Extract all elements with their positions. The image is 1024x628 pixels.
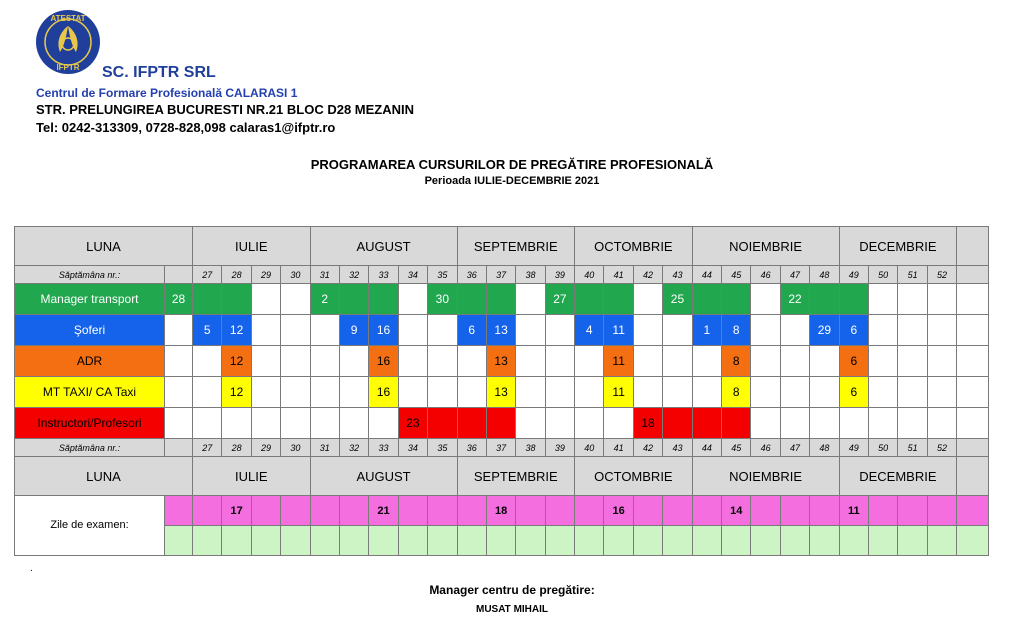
- exam-day-cell: 18: [486, 496, 515, 526]
- course-row-end: [957, 408, 989, 439]
- schedule-table: [14, 226, 989, 556]
- week-number: 30: [281, 439, 310, 457]
- exam-day-cell: [457, 496, 486, 526]
- course-week-cell: [722, 284, 751, 315]
- week-number: 47: [780, 439, 809, 457]
- month-header: AUGUST: [310, 227, 457, 266]
- course-start-marker: [165, 315, 193, 346]
- course-week-cell: 18: [633, 408, 662, 439]
- week-number: 50: [868, 439, 897, 457]
- exam-day-cell-secondary: [604, 526, 633, 556]
- course-week-cell: [604, 408, 633, 439]
- exam-day-cell: 17: [222, 496, 251, 526]
- week-number: 32: [339, 266, 368, 284]
- course-week-cell: [457, 284, 486, 315]
- course-week-cell: [868, 377, 897, 408]
- week-number: 45: [722, 439, 751, 457]
- course-start-marker: [165, 377, 193, 408]
- training-center-name: Centrul de Formare Profesională CALARASI 1: [36, 86, 298, 100]
- course-week-cell: [751, 408, 780, 439]
- exam-day-cell-secondary: [575, 526, 604, 556]
- exam-day-cell-secondary: [339, 526, 368, 556]
- week-number: 38: [516, 266, 545, 284]
- month-header-row: [15, 227, 989, 266]
- exam-day-cell: [780, 496, 809, 526]
- course-week-cell: [575, 377, 604, 408]
- week-number: 33: [369, 439, 398, 457]
- course-week-cell: [927, 346, 956, 377]
- course-week-cell: [604, 284, 633, 315]
- week-number: 42: [633, 439, 662, 457]
- course-week-cell: [428, 377, 457, 408]
- course-row: [15, 377, 989, 408]
- month-header-end: [957, 457, 989, 496]
- course-week-cell: 13: [486, 315, 515, 346]
- exam-day-cell-secondary: [810, 526, 839, 556]
- month-header: SEPTEMBRIE: [457, 227, 575, 266]
- course-week-cell: [516, 284, 545, 315]
- course-week-cell: [428, 315, 457, 346]
- week-number: 37: [486, 266, 515, 284]
- exam-day-cell-secondary: [751, 526, 780, 556]
- exam-day-cell-secondary: [193, 526, 222, 556]
- week-number: 46: [751, 266, 780, 284]
- course-week-cell: [193, 377, 222, 408]
- course-week-cell: [369, 408, 398, 439]
- course-week-cell: [663, 346, 692, 377]
- course-week-cell: [663, 315, 692, 346]
- course-week-cell: [251, 408, 280, 439]
- week-number: 29: [251, 266, 280, 284]
- week-number: 52: [927, 439, 956, 457]
- course-week-cell: [457, 408, 486, 439]
- course-week-cell: [751, 284, 780, 315]
- exam-day-cell: [927, 496, 956, 526]
- month-header: DECEMBRIE: [839, 457, 957, 496]
- course-week-cell: [516, 408, 545, 439]
- week-number: 44: [692, 439, 721, 457]
- exam-day-cell: [633, 496, 662, 526]
- course-week-cell: [898, 315, 927, 346]
- exam-day-cell: [398, 496, 427, 526]
- month-header-row: [15, 457, 989, 496]
- exam-day-cell: 16: [604, 496, 633, 526]
- course-start-marker: [165, 346, 193, 377]
- week-number-blank: [165, 266, 193, 284]
- course-week-cell: [516, 315, 545, 346]
- course-week-cell: 11: [604, 377, 633, 408]
- course-week-cell: 22: [780, 284, 809, 315]
- course-week-cell: [927, 408, 956, 439]
- exam-day-cell: [545, 496, 574, 526]
- exam-day-cell-secondary: [633, 526, 662, 556]
- course-week-cell: [751, 315, 780, 346]
- course-week-cell: [575, 346, 604, 377]
- week-number: 34: [398, 439, 427, 457]
- course-week-cell: [310, 377, 339, 408]
- course-week-cell: [398, 284, 427, 315]
- month-header: OCTOMBRIE: [575, 227, 693, 266]
- week-number: 40: [575, 439, 604, 457]
- course-week-cell: 6: [839, 377, 868, 408]
- manager-name: MUSAT MIHAIL: [475, 604, 549, 615]
- course-week-cell: 4: [575, 315, 604, 346]
- exam-day-cell: 14: [722, 496, 751, 526]
- course-week-cell: [927, 284, 956, 315]
- month-header: AUGUST: [310, 457, 457, 496]
- course-week-cell: [193, 408, 222, 439]
- document-period: Perioada IULIE-DECEMBRIE 2021: [424, 175, 600, 187]
- course-week-cell: [281, 315, 310, 346]
- course-name: MT TAXI/ CA Taxi: [15, 377, 165, 408]
- course-name: Instructori/Profesori: [15, 408, 165, 439]
- exam-day-cell: [339, 496, 368, 526]
- svg-text:IFPTR: IFPTR: [56, 63, 80, 72]
- week-number: 27: [193, 439, 222, 457]
- week-number: 49: [839, 266, 868, 284]
- exam-day-cell: [751, 496, 780, 526]
- course-row-end: [957, 377, 989, 408]
- course-week-cell: [545, 315, 574, 346]
- luna-label: LUNA: [15, 227, 193, 266]
- course-week-cell: [780, 377, 809, 408]
- exam-day-cell-secondary: [398, 526, 427, 556]
- course-week-cell: [633, 346, 662, 377]
- exam-day-cell-secondary: [222, 526, 251, 556]
- course-week-cell: [868, 284, 897, 315]
- course-week-cell: [428, 346, 457, 377]
- company-contact: Tel: 0242-313309, 0728-828,098 calaras1@ifptr.ro: [36, 120, 336, 135]
- course-week-cell: [868, 408, 897, 439]
- course-week-cell: 12: [222, 377, 251, 408]
- course-week-cell: 8: [722, 377, 751, 408]
- course-week-cell: [692, 284, 721, 315]
- course-week-cell: [398, 377, 427, 408]
- course-name: Şoferi: [15, 315, 165, 346]
- course-week-cell: [339, 284, 368, 315]
- course-week-cell: [751, 377, 780, 408]
- course-week-cell: [545, 377, 574, 408]
- week-number: 47: [780, 266, 809, 284]
- course-week-cell: [692, 346, 721, 377]
- course-start-marker: [165, 408, 193, 439]
- course-week-cell: 16: [369, 377, 398, 408]
- week-number: 51: [898, 266, 927, 284]
- course-week-cell: 25: [663, 284, 692, 315]
- course-week-cell: [633, 315, 662, 346]
- exam-day-cell-secondary: [310, 526, 339, 556]
- course-week-cell: 16: [369, 315, 398, 346]
- exam-day-cell-secondary: [281, 526, 310, 556]
- course-week-cell: 8: [722, 315, 751, 346]
- course-week-cell: [839, 408, 868, 439]
- exam-day-cell-secondary: [957, 526, 989, 556]
- week-number: 36: [457, 266, 486, 284]
- course-week-cell: [633, 377, 662, 408]
- exam-days-row: [15, 496, 989, 526]
- week-number: 35: [428, 439, 457, 457]
- course-week-cell: [369, 284, 398, 315]
- course-week-cell: [281, 408, 310, 439]
- course-week-cell: 5: [193, 315, 222, 346]
- course-week-cell: [339, 408, 368, 439]
- course-week-cell: [545, 408, 574, 439]
- course-week-cell: [339, 346, 368, 377]
- exam-day-cell-secondary: [780, 526, 809, 556]
- exam-day-cell-secondary: [839, 526, 868, 556]
- course-week-cell: [663, 377, 692, 408]
- week-number: 44: [692, 266, 721, 284]
- week-number: 39: [545, 266, 574, 284]
- company-name: SC. IFPTR SRL: [102, 64, 216, 81]
- luna-label: LUNA: [15, 457, 193, 496]
- course-week-cell: [457, 377, 486, 408]
- course-week-cell: 16: [369, 346, 398, 377]
- exam-day-cell-secondary: [251, 526, 280, 556]
- course-week-cell: 6: [457, 315, 486, 346]
- course-week-cell: 11: [604, 346, 633, 377]
- exam-day-cell: [310, 496, 339, 526]
- week-number: 29: [251, 439, 280, 457]
- exam-day-cell: [251, 496, 280, 526]
- course-row: [15, 408, 989, 439]
- week-number: 46: [751, 439, 780, 457]
- svg-text:ATESTAT: ATESTAT: [50, 14, 86, 23]
- course-week-cell: [281, 377, 310, 408]
- course-week-cell: [927, 377, 956, 408]
- course-week-cell: 12: [222, 315, 251, 346]
- course-week-cell: 2: [310, 284, 339, 315]
- month-header: NOIEMBRIE: [692, 227, 839, 266]
- week-number-blank: [165, 439, 193, 457]
- course-week-cell: [486, 284, 515, 315]
- course-week-cell: [310, 346, 339, 377]
- month-header: NOIEMBRIE: [692, 457, 839, 496]
- course-week-cell: [193, 284, 222, 315]
- week-number: 28: [222, 439, 251, 457]
- course-week-cell: [486, 408, 515, 439]
- course-week-cell: [457, 346, 486, 377]
- course-week-cell: 13: [486, 377, 515, 408]
- course-week-cell: [398, 315, 427, 346]
- course-row: [15, 284, 989, 315]
- exam-day-cell: 11: [839, 496, 868, 526]
- course-week-cell: [898, 408, 927, 439]
- course-week-cell: [663, 408, 692, 439]
- course-week-cell: [868, 315, 897, 346]
- week-number: 43: [663, 266, 692, 284]
- course-week-cell: [310, 315, 339, 346]
- course-week-cell: 23: [398, 408, 427, 439]
- week-number: 31: [310, 439, 339, 457]
- exam-day-cell: 21: [369, 496, 398, 526]
- course-week-cell: [898, 346, 927, 377]
- course-week-cell: 6: [839, 346, 868, 377]
- course-week-cell: [428, 408, 457, 439]
- course-week-cell: [751, 346, 780, 377]
- week-number: 35: [428, 266, 457, 284]
- week-number: 52: [927, 266, 956, 284]
- week-number: 30: [281, 266, 310, 284]
- exam-day-cell: [575, 496, 604, 526]
- week-number: 32: [339, 439, 368, 457]
- week-number-end: [957, 439, 989, 457]
- week-number: 45: [722, 266, 751, 284]
- exam-day-cell-secondary: [165, 526, 193, 556]
- course-week-cell: [575, 408, 604, 439]
- exam-day-cell-secondary: [516, 526, 545, 556]
- course-week-cell: [810, 377, 839, 408]
- exam-day-cell: [165, 496, 193, 526]
- course-week-cell: 11: [604, 315, 633, 346]
- course-week-cell: [222, 408, 251, 439]
- exam-day-cell: [663, 496, 692, 526]
- course-week-cell: [251, 377, 280, 408]
- week-number: 28: [222, 266, 251, 284]
- week-number: 41: [604, 266, 633, 284]
- week-number: 48: [810, 439, 839, 457]
- course-week-cell: [310, 408, 339, 439]
- week-number-row: [15, 266, 989, 284]
- exam-day-cell-secondary: [369, 526, 398, 556]
- exam-day-cell-secondary: [722, 526, 751, 556]
- stray-dot: .: [30, 563, 33, 574]
- week-number: 39: [545, 439, 574, 457]
- week-number-row: [15, 439, 989, 457]
- week-number-label: Săptămâna nr.:: [15, 266, 165, 284]
- month-header: IULIE: [193, 457, 311, 496]
- course-week-cell: 13: [486, 346, 515, 377]
- week-number: 38: [516, 439, 545, 457]
- week-number: 49: [839, 439, 868, 457]
- course-week-cell: 30: [428, 284, 457, 315]
- course-row-end: [957, 315, 989, 346]
- week-number-label: Săptămâna nr.:: [15, 439, 165, 457]
- course-week-cell: [898, 284, 927, 315]
- course-week-cell: [281, 346, 310, 377]
- document-title: PROGRAMAREA CURSURILOR DE PREGĂTIRE PROFESIONALĂ: [310, 157, 714, 172]
- exam-day-cell: [428, 496, 457, 526]
- ifptr-logo: [34, 8, 102, 76]
- course-week-cell: [780, 408, 809, 439]
- course-name: Manager transport: [15, 284, 165, 315]
- exam-day-cell-secondary: [692, 526, 721, 556]
- course-week-cell: [193, 346, 222, 377]
- course-week-cell: [780, 315, 809, 346]
- exam-day-cell: [193, 496, 222, 526]
- exam-day-cell: [810, 496, 839, 526]
- course-week-cell: [810, 408, 839, 439]
- course-week-cell: [722, 408, 751, 439]
- exam-day-cell-secondary: [486, 526, 515, 556]
- course-week-cell: [222, 284, 251, 315]
- course-week-cell: [633, 284, 662, 315]
- exam-day-cell-secondary: [868, 526, 897, 556]
- course-week-cell: [281, 284, 310, 315]
- exam-day-cell-secondary: [457, 526, 486, 556]
- exam-day-cell-secondary: [428, 526, 457, 556]
- week-number: 48: [810, 266, 839, 284]
- course-week-cell: [251, 346, 280, 377]
- week-number: 43: [663, 439, 692, 457]
- course-start-marker: 28: [165, 284, 193, 315]
- course-week-cell: [251, 315, 280, 346]
- week-number: 41: [604, 439, 633, 457]
- course-week-cell: [692, 408, 721, 439]
- exam-day-cell: [898, 496, 927, 526]
- exam-day-cell-secondary: [927, 526, 956, 556]
- course-week-cell: 12: [222, 346, 251, 377]
- course-week-cell: 6: [839, 315, 868, 346]
- course-name: ADR: [15, 346, 165, 377]
- course-row: [15, 346, 989, 377]
- week-number: 51: [898, 439, 927, 457]
- exam-day-cell-secondary: [545, 526, 574, 556]
- course-week-cell: [839, 284, 868, 315]
- week-number: 27: [193, 266, 222, 284]
- course-week-cell: [251, 284, 280, 315]
- course-week-cell: 29: [810, 315, 839, 346]
- course-week-cell: [339, 377, 368, 408]
- week-number: 36: [457, 439, 486, 457]
- course-week-cell: [692, 377, 721, 408]
- exam-day-cell: [692, 496, 721, 526]
- course-week-cell: 9: [339, 315, 368, 346]
- exam-day-cell: [957, 496, 989, 526]
- exam-day-cell-secondary: [898, 526, 927, 556]
- week-number: 50: [868, 266, 897, 284]
- course-row-end: [957, 346, 989, 377]
- course-week-cell: [868, 346, 897, 377]
- course-week-cell: [545, 346, 574, 377]
- month-header: IULIE: [193, 227, 311, 266]
- course-week-cell: [927, 315, 956, 346]
- course-row-end: [957, 284, 989, 315]
- exam-day-cell: [281, 496, 310, 526]
- month-header: SEPTEMBRIE: [457, 457, 575, 496]
- course-week-cell: [780, 346, 809, 377]
- course-week-cell: [898, 377, 927, 408]
- course-week-cell: [516, 377, 545, 408]
- course-week-cell: 27: [545, 284, 574, 315]
- week-number: 31: [310, 266, 339, 284]
- week-number: 37: [486, 439, 515, 457]
- course-week-cell: 1: [692, 315, 721, 346]
- manager-title: Manager centru de pregătire:: [429, 583, 595, 597]
- month-header: DECEMBRIE: [839, 227, 957, 266]
- course-week-cell: [575, 284, 604, 315]
- exam-day-cell-secondary: [663, 526, 692, 556]
- course-week-cell: [810, 284, 839, 315]
- course-week-cell: [516, 346, 545, 377]
- course-week-cell: 8: [722, 346, 751, 377]
- month-header: OCTOMBRIE: [575, 457, 693, 496]
- exam-days-label: Zile de examen:: [15, 496, 165, 556]
- course-week-cell: [398, 346, 427, 377]
- exam-day-cell: [868, 496, 897, 526]
- course-row: [15, 315, 989, 346]
- month-header-end: [957, 227, 989, 266]
- exam-day-cell: [516, 496, 545, 526]
- week-number: 33: [369, 266, 398, 284]
- week-number: 40: [575, 266, 604, 284]
- week-number-end: [957, 266, 989, 284]
- course-week-cell: [810, 346, 839, 377]
- company-address: STR. PRELUNGIREA BUCURESTI NR.21 BLOC D28 MEZANIN: [36, 102, 414, 117]
- week-number: 42: [633, 266, 662, 284]
- week-number: 34: [398, 266, 427, 284]
